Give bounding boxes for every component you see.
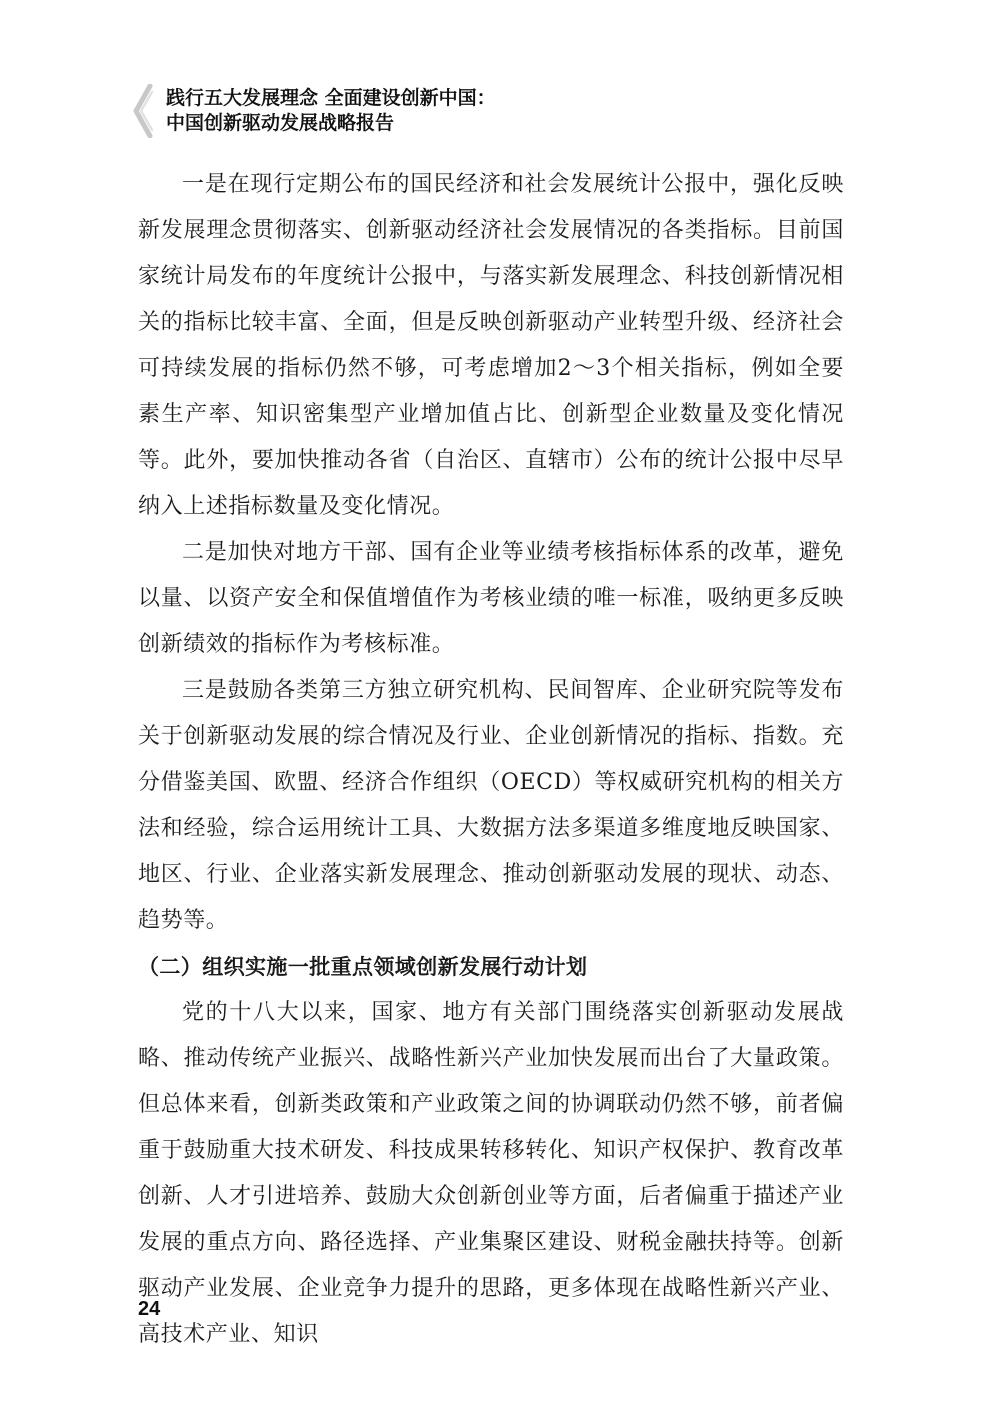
main-text <box>138 162 844 1358</box>
running-header <box>130 82 850 142</box>
bracket-mark-icon <box>130 84 154 138</box>
book-title <box>166 86 496 136</box>
book-title-line-1: 践行五大发展理念 全面建设创新中国： <box>166 87 496 109</box>
paragraph-4: 党的十八大以来，国家、地方有关部门围绕落实创新驱动发展战略、推动传统产业振兴、战略性新兴产业加快发展而出台了大量政策。但总体来看，创新类政策和产业政策之间的协调联动仍然不够，前者偏重于鼓励重大技术研发、科技成果转移转化、知识产权保护、教育改革创新、人才引进培养、鼓励大众创新创业等方面，后者偏重于描述产业发展的重点方向、路径选择、产业集聚区建设、财税金融扶持等。创新驱动产业发展、企业竞争力提升的思路，更多体现在战略性新兴产业、高技术产业、知识 <box>138 1000 844 1347</box>
paragraph-2: 二是加快对地方干部、国有企业等业绩考核指标体系的改革，避免以量、以资产安全和保值增值作为考核业绩的唯一标准，吸纳更多反映创新绩效的指标作为考核标准。 <box>138 540 844 657</box>
section-heading: （二）组织实施一批重点领域创新发展行动计划 <box>138 955 588 979</box>
paragraph-3: 三是鼓励各类第三方独立研究机构、民间智库、企业研究院等发布关于创新驱动发展的综合情况及行业、企业创新情况的指标、指数。充分借鉴美国、欧盟、经济合作组织（OECD）等权威研究机构的相关方法和经验，综合运用统计工具、大数据方法多渠道多维度地反映国家、地区、行业、企业落实新发展理念、推动创新驱动发展的现状、动态、趋势等。 <box>138 678 844 933</box>
book-title-line-2: 中国创新驱动发展战略报告 <box>166 112 395 134</box>
page-number: 24 <box>138 1298 161 1320</box>
paragraph-1: 一是在现行定期公布的国民经济和社会发展统计公报中，强化反映新发展理念贯彻落实、创新驱动经济社会发展情况的各类指标。目前国家统计局发布的年度统计公报中，与落实新发展理念、科技创新情况相关的指标比较丰富、全面，但是反映创新驱动产业转型升级、经济社会可持续发展的指标仍然不够，可考虑增加2～3个相关指标，例如全要素生产率、知识密集型产业增加值占比、创新型企业数量及变化情况等。此外，要加快推动各省（自治区、直辖市）公布的统计公报中尽早纳入上述指标数量及变化情况。 <box>138 172 844 519</box>
